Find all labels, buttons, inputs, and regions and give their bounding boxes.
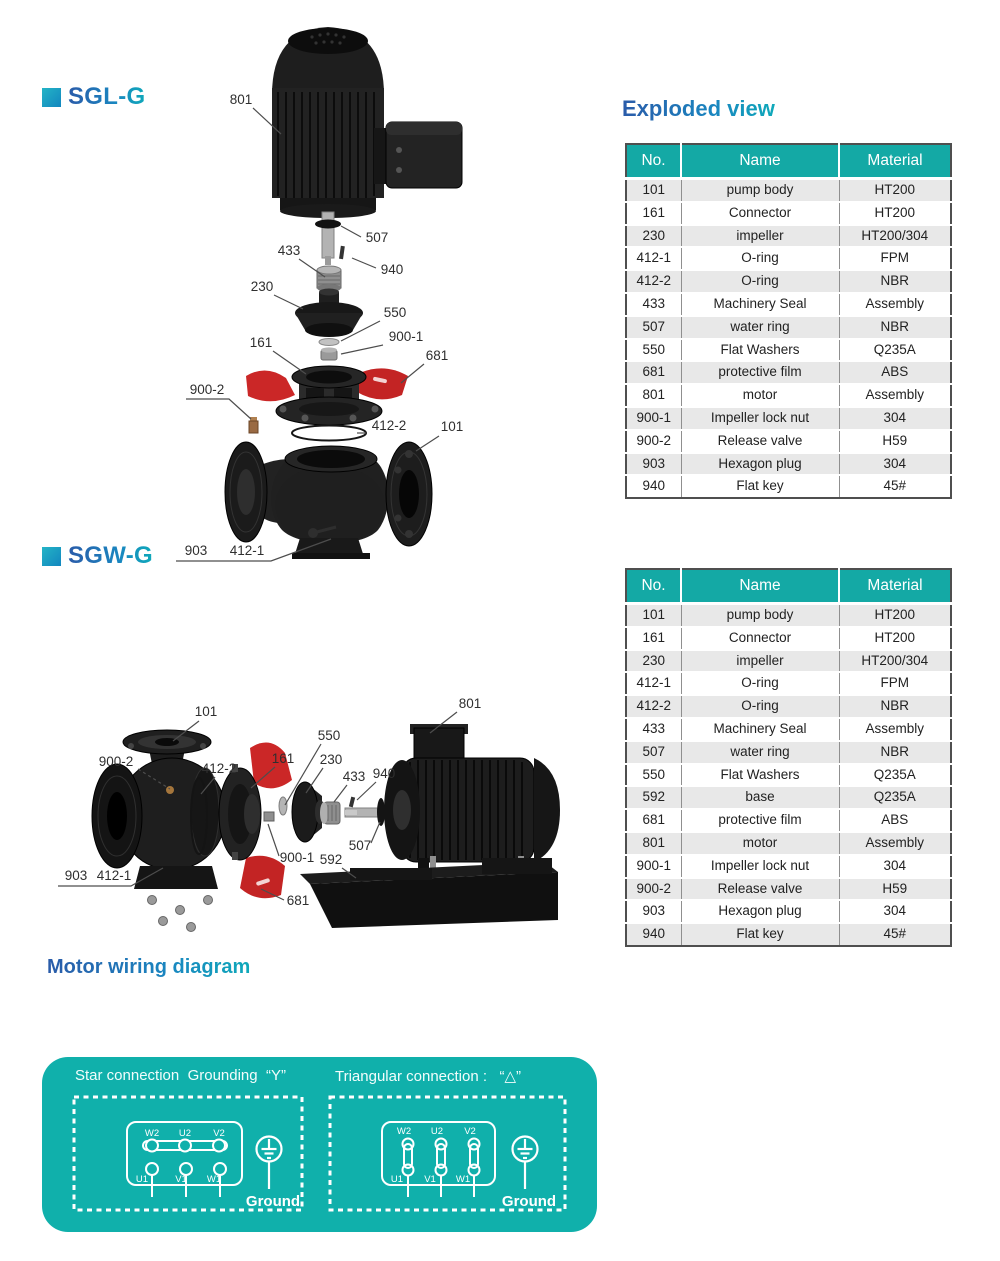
connector-illustration xyxy=(246,366,408,425)
star-ground-icon xyxy=(257,1137,282,1190)
table-cell: 412-2 xyxy=(626,270,681,293)
table-row xyxy=(626,695,951,718)
table-row xyxy=(626,247,951,270)
table-cell: 550 xyxy=(626,339,681,362)
sgw-heading xyxy=(42,542,153,570)
table-cell: Machinery Seal xyxy=(681,718,839,741)
table-row xyxy=(626,878,951,901)
terminal-label: U1 xyxy=(390,1174,404,1185)
sgw-model-title: SGW-G xyxy=(68,542,154,569)
leader-line xyxy=(341,226,361,237)
table-cell: HT200/304 xyxy=(839,650,951,673)
table-cell: Hexagon plug xyxy=(681,453,839,476)
table-row xyxy=(626,339,951,362)
table-cell: Q235A xyxy=(839,339,951,362)
base-illustration xyxy=(300,858,558,928)
table-cell: 101 xyxy=(626,604,681,627)
leader-line xyxy=(416,436,439,451)
star-connection-title: Star connection Grounding “Y” xyxy=(75,1067,286,1084)
mechanical-seal-illustration xyxy=(317,266,341,292)
table-row xyxy=(626,923,951,946)
shaft-illustration xyxy=(315,212,345,265)
table-row xyxy=(626,764,951,787)
table-cell: Flat Washers xyxy=(681,764,839,787)
table-cell: H59 xyxy=(839,430,951,453)
motor-illustration xyxy=(384,724,560,874)
teal-square-icon xyxy=(42,88,61,107)
sgl-model-title: SGL-G xyxy=(68,83,146,110)
triangle-ground-icon xyxy=(513,1137,538,1190)
table-cell: 304 xyxy=(839,900,951,923)
table-row xyxy=(626,407,951,430)
column-header: No. xyxy=(626,569,681,604)
table-cell: 412-2 xyxy=(626,695,681,718)
table-cell: Release valve xyxy=(681,430,839,453)
table-row xyxy=(626,430,951,453)
column-header: No. xyxy=(626,144,681,179)
table-row xyxy=(626,832,951,855)
table-row xyxy=(626,650,951,673)
table-cell: 900-1 xyxy=(626,407,681,430)
table-cell: ABS xyxy=(839,361,951,384)
table-row xyxy=(626,475,951,498)
table-cell: 900-2 xyxy=(626,878,681,901)
column-header: Name xyxy=(681,569,839,604)
table-cell: pump body xyxy=(681,179,839,202)
terminal-label: W2 xyxy=(396,1126,412,1137)
column-header: Material xyxy=(839,144,951,179)
part-number-label: 900-2 xyxy=(98,754,134,769)
leader-line xyxy=(186,399,251,419)
table-cell: 940 xyxy=(626,475,681,498)
table-cell: 940 xyxy=(626,923,681,946)
pump-body-illustration xyxy=(225,442,432,559)
table-cell: 681 xyxy=(626,809,681,832)
table-row xyxy=(626,855,951,878)
table-cell: O-ring xyxy=(681,695,839,718)
part-number-label: 412-1 xyxy=(229,543,265,558)
table-row xyxy=(626,453,951,476)
part-number-label: 801 xyxy=(458,696,482,711)
table-row xyxy=(626,179,951,202)
leader-line xyxy=(306,768,323,793)
star-terminal-labels xyxy=(136,1128,225,1185)
table-cell: 681 xyxy=(626,361,681,384)
flat-washer-illustration xyxy=(319,339,339,346)
table-row xyxy=(626,741,951,764)
table-row xyxy=(626,718,951,741)
flat-washer-illustration xyxy=(279,797,287,815)
table-cell: O-ring xyxy=(681,247,839,270)
table-cell: impeller xyxy=(681,650,839,673)
leader-line xyxy=(401,364,424,383)
table-cell: 903 xyxy=(626,900,681,923)
table-cell: Connector xyxy=(681,627,839,650)
leader-line xyxy=(268,824,279,856)
table-cell: Assembly xyxy=(839,718,951,741)
table-cell: FPM xyxy=(839,247,951,270)
o-ring-illustration xyxy=(292,426,366,441)
table-cell: 900-1 xyxy=(626,855,681,878)
leader-line xyxy=(334,785,347,802)
table-cell: 507 xyxy=(626,316,681,339)
table-cell: protective film xyxy=(681,809,839,832)
table-cell: 161 xyxy=(626,627,681,650)
part-number-label: 940 xyxy=(372,766,396,781)
table-cell: HT200 xyxy=(839,627,951,650)
table-cell: protective film xyxy=(681,361,839,384)
release-valve-illustration xyxy=(249,417,258,433)
table-cell: Q235A xyxy=(839,764,951,787)
table-cell: 304 xyxy=(839,453,951,476)
table-cell: Q235A xyxy=(839,786,951,809)
table-cell: 900-2 xyxy=(626,430,681,453)
table-cell: pump body xyxy=(681,604,839,627)
table-cell: water ring xyxy=(681,316,839,339)
terminal-label: U2 xyxy=(178,1128,192,1139)
table-row xyxy=(626,202,951,225)
table-cell: 101 xyxy=(626,179,681,202)
table-cell: 507 xyxy=(626,741,681,764)
part-number-label: 940 xyxy=(380,262,404,277)
table-cell: HT200/304 xyxy=(839,225,951,248)
terminal-label: U1 xyxy=(135,1174,149,1185)
part-number-label: 550 xyxy=(317,728,341,743)
table-cell: NBR xyxy=(839,695,951,718)
terminal-label: V1 xyxy=(424,1174,436,1185)
leader-line xyxy=(273,351,306,374)
table-cell: Flat Washers xyxy=(681,339,839,362)
parts-table xyxy=(625,143,952,499)
table-cell: 304 xyxy=(839,407,951,430)
part-number-label: 161 xyxy=(249,335,273,350)
part-number-label: 161 xyxy=(271,751,295,766)
part-number-label: 230 xyxy=(250,279,274,294)
mechanical-seal-illustration xyxy=(320,802,340,824)
table-cell: NBR xyxy=(839,270,951,293)
teal-square-icon xyxy=(42,547,61,566)
exploded-view-title: Exploded view xyxy=(622,96,775,121)
table-cell: 412-1 xyxy=(626,247,681,270)
parts-table xyxy=(625,568,952,947)
table-cell: O-ring xyxy=(681,672,839,695)
leader-line xyxy=(341,345,383,354)
table-row xyxy=(626,786,951,809)
sgw-exploded-diagram xyxy=(40,690,600,950)
part-number-label: 801 xyxy=(229,92,253,107)
table-cell: 230 xyxy=(626,225,681,248)
table-cell: HT200 xyxy=(839,179,951,202)
table-cell: H59 xyxy=(839,878,951,901)
leader-line xyxy=(352,258,376,268)
part-number-label: 412-2 xyxy=(371,418,407,433)
leader-line xyxy=(274,295,303,309)
triangle-ground-label: Ground xyxy=(501,1193,557,1210)
part-number-label: 681 xyxy=(425,348,449,363)
table-cell: motor xyxy=(681,832,839,855)
table-row xyxy=(626,384,951,407)
wiring-section-title: Motor wiring diagram xyxy=(47,956,251,978)
part-number-label: 507 xyxy=(365,230,389,245)
motor-illustration xyxy=(272,27,462,218)
table-cell: HT200 xyxy=(839,202,951,225)
part-number-label: 681 xyxy=(286,893,310,908)
table-cell: 592 xyxy=(626,786,681,809)
terminal-label: V2 xyxy=(464,1126,476,1137)
table-cell: water ring xyxy=(681,741,839,764)
table-cell: 161 xyxy=(626,202,681,225)
table-cell: Impeller lock nut xyxy=(681,855,839,878)
lock-nut-illustration xyxy=(321,347,337,360)
terminal-label: W1 xyxy=(455,1174,471,1185)
table-cell: 433 xyxy=(626,293,681,316)
table-cell: Release valve xyxy=(681,878,839,901)
part-number-label: 101 xyxy=(440,419,464,434)
leader-line xyxy=(371,822,380,843)
part-number-label: 412-1 xyxy=(96,868,132,883)
table-cell: 45# xyxy=(839,475,951,498)
table-cell: O-ring xyxy=(681,270,839,293)
part-number-label: 900-1 xyxy=(279,850,315,865)
part-number-label: 903 xyxy=(184,543,208,558)
table-cell: impeller xyxy=(681,225,839,248)
table-cell: Impeller lock nut xyxy=(681,407,839,430)
table-cell: NBR xyxy=(839,316,951,339)
table-cell: Assembly xyxy=(839,293,951,316)
terminal-label: U2 xyxy=(430,1126,444,1137)
triangular-connection-title: Triangular connection : “△” xyxy=(335,1068,522,1085)
leader-line xyxy=(357,782,376,800)
table-cell: Flat key xyxy=(681,923,839,946)
column-header: Material xyxy=(839,569,951,604)
table-row xyxy=(626,809,951,832)
part-number-label: 433 xyxy=(342,769,366,784)
part-number-label: 900-2 xyxy=(189,382,225,397)
part-number-label: 507 xyxy=(348,838,372,853)
part-number-label: 230 xyxy=(319,752,343,767)
lock-nut-illustration xyxy=(264,812,274,821)
part-number-label: 903 xyxy=(64,868,88,883)
table-cell: HT200 xyxy=(839,604,951,627)
table-cell: 45# xyxy=(839,923,951,946)
sgl-heading xyxy=(42,83,146,111)
table-cell: 550 xyxy=(626,764,681,787)
table-row xyxy=(626,627,951,650)
terminal-label: V2 xyxy=(213,1128,225,1139)
part-number-label: 900-1 xyxy=(388,329,424,344)
table-cell: motor xyxy=(681,384,839,407)
table-cell: 304 xyxy=(839,855,951,878)
table-row xyxy=(626,316,951,339)
part-number-label: 550 xyxy=(383,305,407,320)
table-cell: ABS xyxy=(839,809,951,832)
table-row xyxy=(626,270,951,293)
table-cell: Assembly xyxy=(839,832,951,855)
table-row xyxy=(626,604,951,627)
table-cell: Connector xyxy=(681,202,839,225)
table-cell: NBR xyxy=(839,741,951,764)
table-cell: 903 xyxy=(626,453,681,476)
sgw-parts-table xyxy=(625,568,950,947)
part-number-label: 592 xyxy=(319,852,343,867)
table-row xyxy=(626,225,951,248)
terminal-label: W2 xyxy=(144,1128,160,1139)
part-number-label: 433 xyxy=(277,243,301,258)
table-cell: 230 xyxy=(626,650,681,673)
terminal-label: W1 xyxy=(206,1174,222,1185)
part-number-label: 412-2 xyxy=(201,761,237,776)
wiring-diagram-box xyxy=(42,1057,597,1232)
table-cell: 801 xyxy=(626,832,681,855)
table-cell: FPM xyxy=(839,672,951,695)
table-cell: base xyxy=(681,786,839,809)
terminal-label: V1 xyxy=(175,1174,187,1185)
star-ground-label: Ground xyxy=(245,1193,301,1210)
column-header: Name xyxy=(681,144,839,179)
table-row xyxy=(626,672,951,695)
part-number-label: 101 xyxy=(194,704,218,719)
table-cell: Hexagon plug xyxy=(681,900,839,923)
table-cell: 801 xyxy=(626,384,681,407)
table-cell: 412-1 xyxy=(626,672,681,695)
table-row xyxy=(626,361,951,384)
sgl-parts-table xyxy=(625,143,950,499)
table-row xyxy=(626,293,951,316)
table-cell: 433 xyxy=(626,718,681,741)
impeller-illustration xyxy=(295,289,363,338)
table-cell: Machinery Seal xyxy=(681,293,839,316)
sgl-exploded-diagram xyxy=(165,10,595,565)
table-row xyxy=(626,900,951,923)
table-cell: Assembly xyxy=(839,384,951,407)
table-cell: Flat key xyxy=(681,475,839,498)
